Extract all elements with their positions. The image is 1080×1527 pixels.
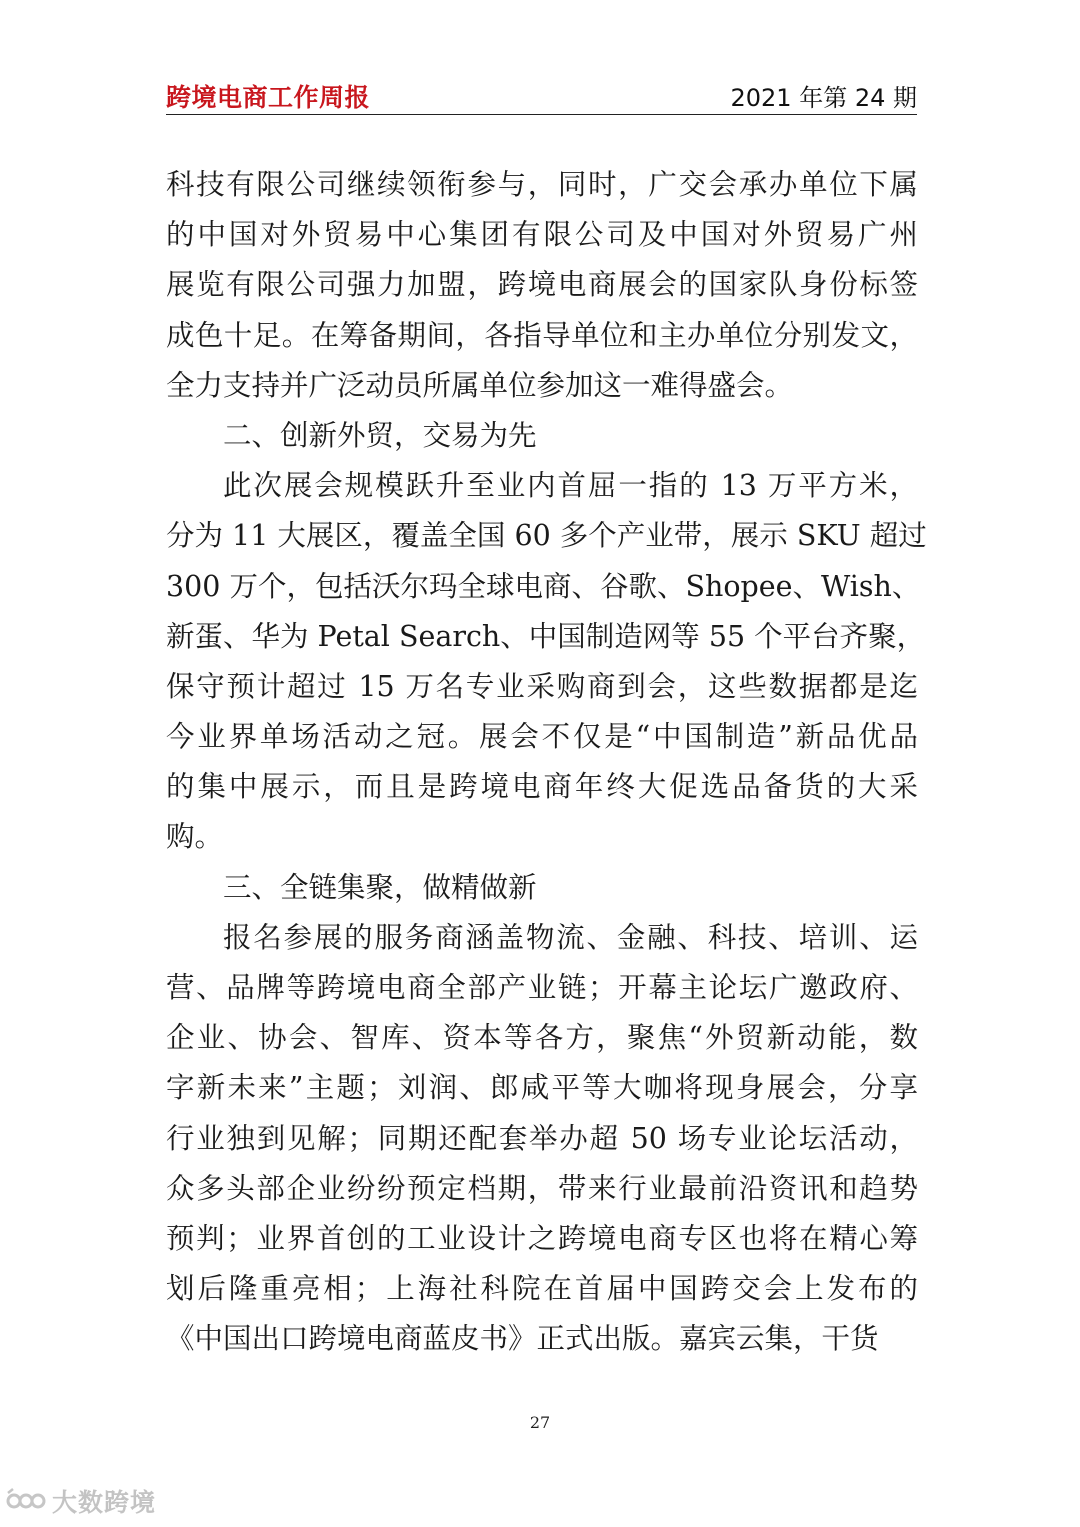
- text-line: 报名参展的服务商涵盖物流、金融、科技、培训、运: [223, 920, 918, 954]
- watermark: [6, 1484, 156, 1518]
- paragraph: [166, 411, 918, 461]
- issue-number: 2021 年第 24 期: [730, 84, 917, 112]
- text-line: 今业界单场活动之冠。展会不仅是“中国制造”新品优品: [166, 720, 918, 754]
- text-line: 企业、协会、智库、资本等各方，聚焦“外贸新动能，数: [166, 1021, 918, 1055]
- text-line: 科技有限公司继续领衔参与，同时，广交会承办单位下属: [166, 168, 918, 201]
- text-line: 营、品牌等跨境电商全部产业链；开幕主论坛广邀政府、: [166, 971, 918, 1004]
- text-line: 二、创新外贸，交易为先: [223, 418, 537, 452]
- text-line: 的集中展示，而且是跨境电商年终大促选品备货的大采: [166, 770, 918, 804]
- text-line: 预判；业界首创的工业设计之跨境电商专区也将在精心筹: [166, 1221, 918, 1255]
- paragraph: [166, 461, 927, 863]
- text-line: 购。: [166, 820, 224, 854]
- page-number: 27: [529, 1413, 551, 1432]
- watermark-logo-icon: [6, 1488, 46, 1514]
- paragraph: [166, 913, 918, 1365]
- text-line: 三、全链集聚，做精做新: [223, 870, 537, 904]
- paragraph: [166, 863, 918, 913]
- text-line: 全力支持并广泛动员所属单位参加这一难得盛会。: [166, 368, 794, 402]
- text-line: 新蛋、华为 Petal Search、中国制造网等 55 个平台齐聚，: [166, 619, 926, 653]
- page-header: [166, 74, 917, 115]
- watermark-text: 大数跨境: [52, 1488, 157, 1517]
- text-line: 分为 11 大展区，覆盖全国 60 多个产业带，展示 SKU 超过: [166, 519, 927, 553]
- text-line: 保守预计超过 15 万名专业采购商到会，这些数据都是迄: [166, 669, 918, 703]
- article-body: [166, 160, 927, 1365]
- text-line: 行业独到见解；同期还配套举办超 50 场专业论坛活动，: [166, 1121, 918, 1155]
- text-line: 的中国对外贸易中心集团有限公司及中国对外贸易广州: [166, 218, 918, 252]
- text-line: 划后隆重亮相；上海社科院在首届中国跨交会上发布的: [166, 1272, 918, 1306]
- text-line: 300 万个，包括沃尔玛全球电商、谷歌、Shopee、Wish、: [166, 569, 921, 603]
- text-line: 此次展会规模跃升至业内首屈一指的 13 万平方米，: [223, 469, 918, 503]
- text-line: 展览有限公司强力加盟，跨境电商展会的国家队身份标签: [166, 268, 918, 302]
- text-line: 字新未来”主题；刘润、郎咸平等大咖将现身展会，分享: [166, 1071, 918, 1105]
- text-line: 《中国出口跨境电商蓝皮书》正式出版。嘉宾云集，干货: [166, 1322, 879, 1356]
- paragraph: [166, 160, 918, 411]
- publication-title: 跨境电商工作周报: [166, 83, 371, 112]
- text-line: 成色十足。在筹备期间，各指导单位和主办单位分别发文，: [166, 318, 918, 352]
- text-line: 众多头部企业纷纷预定档期，带来行业最前沿资讯和趋势: [166, 1171, 918, 1205]
